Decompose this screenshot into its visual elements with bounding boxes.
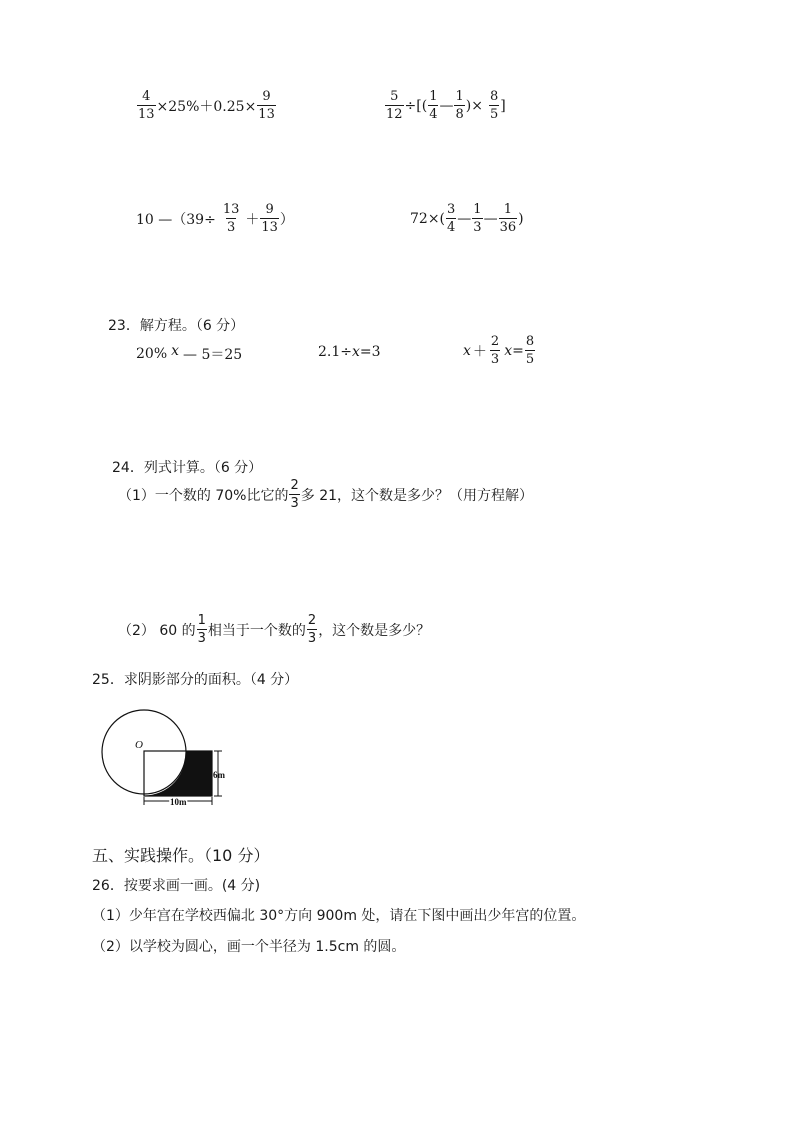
label-10m: 10m: [170, 797, 187, 807]
question-24-part-2: （2） 60 的 $\frac{1}{3}$ 相当于一个数的 $\frac{2}{3}$ ，这个数是多少？: [118, 613, 431, 646]
label-o: O: [135, 739, 143, 751]
question-24-title: 24．列式计算。（6 分）: [112, 460, 263, 476]
equation-3: x ＋ $\frac{2}{3}$ x = $\frac{8}{5}$: [463, 334, 535, 367]
calc-expression-4: 72×( $\frac{3}{4}$ — $\frac{1}{3}$ — $\frac{1}{36}$ ): [410, 202, 524, 235]
label-6m: 6m: [213, 770, 225, 780]
equation-2: 2.1÷ x =3: [318, 344, 381, 360]
equation-1: 20% x — 5＝25: [136, 343, 243, 363]
fraction: $\frac{13}{3}$: [222, 202, 240, 235]
calc-expression-2: $\frac{5}{12}$ ÷[( $\frac{1}{4}$ — $\frac{1}{8}$ )× $\frac{8}{5}$ ]: [386, 89, 506, 122]
fraction: $\frac{9}{13}$: [261, 202, 278, 235]
question-25-title: 25．求阴影部分的面积。（4 分）: [92, 672, 299, 688]
fraction: $\frac{3}{4}$: [447, 202, 456, 235]
shaded-area-figure: [96, 704, 236, 810]
question-26-part-2: （2）以学校为圆心，画一个半径为 1.5cm 的圆。: [92, 939, 406, 955]
question-26-part-1: （1）少年宫在学校西偏北 30°方向 900m 处，请在下图中画出少年宫的位置。: [92, 908, 586, 924]
fraction: $\frac{2}{3}$: [490, 334, 500, 367]
fraction: $\frac{4}{13}$: [138, 89, 155, 122]
fraction: $\frac{5}{12}$: [386, 89, 403, 122]
question-24-part-1: （1）一个数的 70%比它的 $\frac{2}{3}$ 多 21，这个数是多少？（用方程解）: [118, 478, 534, 511]
calc-expression-3: 10 —（39÷ $\frac{13}{3}$ ＋ $\frac{9}{13}$ ）: [136, 202, 294, 235]
fraction: $\frac{8}{5}$: [525, 334, 535, 367]
section-5-title: 五、实践操作。（10 分）: [92, 846, 270, 865]
question-23-title: 23．解方程。（6 分）: [108, 318, 245, 334]
fraction: $\frac{9}{13}$: [258, 89, 275, 122]
fraction: $\frac{2}{3}$: [290, 478, 299, 511]
fraction: $\frac{1}{3}$: [473, 202, 482, 235]
fraction: $\frac{2}{3}$: [307, 613, 317, 646]
fraction: $\frac{1}{36}$: [499, 202, 517, 235]
fraction: $\frac{1}{8}$: [455, 89, 464, 122]
question-26-title: 26．按要求画一画。(4 分): [92, 878, 261, 894]
shaded-region: [144, 751, 212, 796]
calc-expression-1: $\frac{4}{13}$ ×25%＋0.25× $\frac{9}{13}$: [138, 89, 275, 122]
fraction: $\frac{8}{5}$: [489, 89, 499, 122]
fraction: $\frac{1}{4}$: [429, 89, 438, 122]
fraction: $\frac{1}{3}$: [197, 613, 206, 646]
